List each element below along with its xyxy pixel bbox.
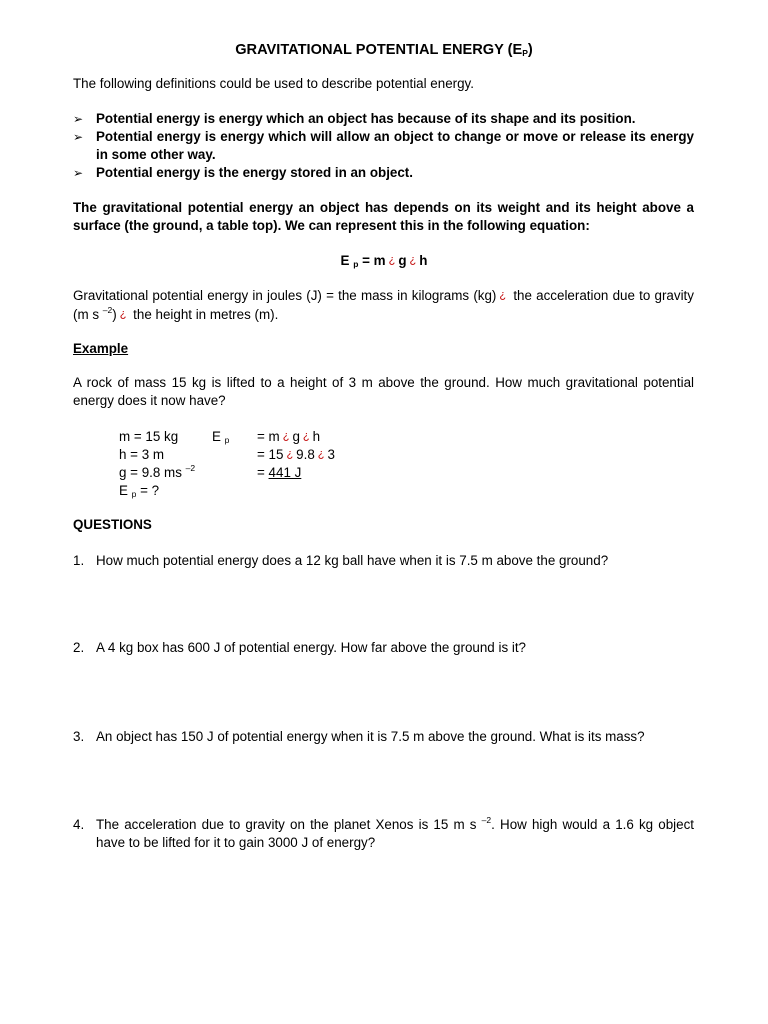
questions-heading: QUESTIONS bbox=[73, 517, 152, 532]
calc-term: 9.8 bbox=[296, 447, 315, 462]
definition-list bbox=[73, 110, 694, 182]
question-exponent: –2 bbox=[481, 814, 492, 825]
unknown-symbol: E bbox=[119, 483, 128, 498]
example-text: A rock of mass 15 kg is lifted to a height of 3 m above the ground. How much gravitational potential energy does it now have? bbox=[73, 375, 694, 408]
times-symbol: ¿ bbox=[119, 308, 127, 320]
equation bbox=[0, 252, 768, 271]
question-number: 4. bbox=[73, 817, 85, 832]
arrow-bullet-icon: ➢ bbox=[73, 166, 84, 180]
arrow-bullet-icon: ➢ bbox=[73, 112, 84, 126]
explanation-exponent: –2 bbox=[102, 304, 113, 315]
definition-item bbox=[73, 110, 694, 128]
equation-height: h bbox=[419, 253, 428, 268]
calc-term: g bbox=[292, 429, 300, 444]
question-item bbox=[73, 816, 694, 852]
calc-term: = m bbox=[257, 429, 280, 444]
equation-explanation bbox=[73, 287, 694, 325]
question-number: 3. bbox=[73, 729, 85, 744]
page-title bbox=[0, 41, 768, 59]
question-text-part: . How high would a 1.6 kg object have to be lifted for it to gain 3000 J of energy? bbox=[96, 817, 694, 850]
worked-calculation bbox=[257, 428, 335, 482]
question-number: 1. bbox=[73, 553, 85, 568]
times-symbol: ¿ bbox=[317, 448, 325, 460]
question-text-part: The acceleration due to gravity on the planet Xenos is 15 m s bbox=[96, 817, 477, 832]
unknown-value: = ? bbox=[136, 483, 160, 498]
definition-text: Potential energy is the energy stored in an object. bbox=[96, 165, 413, 180]
times-symbol: ¿ bbox=[499, 289, 507, 301]
ep-symbol: E bbox=[212, 429, 221, 444]
equation-subscript: p bbox=[353, 259, 359, 269]
given-gravity bbox=[119, 464, 195, 482]
question-item bbox=[73, 639, 694, 657]
calc-equals: = bbox=[257, 465, 269, 480]
definition-item bbox=[73, 164, 694, 182]
arrow-bullet-icon: ➢ bbox=[73, 130, 84, 144]
calc-term: 3 bbox=[327, 447, 335, 462]
explanation-part: the acceleration due to gravity (m s bbox=[73, 288, 694, 322]
calc-line-formula bbox=[257, 428, 335, 446]
definition-text: Potential energy is energy which an object has because of its shape and its position. bbox=[96, 111, 636, 126]
definition-text: Potential energy is energy which will allow an object to change or move or release its energy in some other way. bbox=[96, 129, 694, 162]
title-subscript: P bbox=[522, 48, 528, 58]
explanation-part: the height in metres (m). bbox=[133, 307, 279, 322]
question-item bbox=[73, 552, 694, 570]
explanation-part: ) bbox=[112, 307, 117, 322]
example-heading: Example bbox=[73, 341, 129, 356]
title-text: GRAVITATIONAL POTENTIAL ENERGY (E bbox=[235, 42, 523, 58]
equation-gravity: g bbox=[398, 253, 407, 268]
intro-text: The following definitions could be used to describe potential energy. bbox=[73, 76, 474, 91]
given-unknown bbox=[119, 482, 195, 500]
question-text bbox=[96, 816, 694, 852]
question-item bbox=[73, 728, 694, 746]
times-symbol: ¿ bbox=[302, 430, 310, 442]
times-symbol: ¿ bbox=[388, 254, 396, 266]
times-symbol: ¿ bbox=[286, 448, 294, 460]
equation-ep: E bbox=[340, 253, 350, 268]
calc-term: = 15 bbox=[257, 447, 284, 462]
given-gravity-exponent: –2 bbox=[185, 462, 196, 473]
equation-mass: = m bbox=[358, 253, 386, 268]
unknown-subscript: p bbox=[131, 489, 137, 499]
given-gravity-value: g = 9.8 ms bbox=[119, 465, 182, 480]
question-text: A 4 kg box has 600 J of potential energy. How far above the ground is it? bbox=[96, 640, 527, 655]
ep-label bbox=[212, 428, 229, 446]
ep-subscript: p bbox=[224, 435, 230, 445]
times-symbol: ¿ bbox=[409, 254, 417, 266]
given-values bbox=[119, 428, 195, 500]
given-height: h = 3 m bbox=[119, 447, 165, 462]
title-close: ) bbox=[527, 42, 533, 58]
question-text: How much potential energy does a 12 kg ball have when it is 7.5 m above the ground? bbox=[96, 553, 609, 568]
explanation-part: Gravitational potential energy in joules (J) = the mass in kilograms (kg) bbox=[73, 288, 497, 303]
question-number: 2. bbox=[73, 640, 85, 655]
given-mass: m = 15 kg bbox=[119, 429, 179, 444]
gpe-paragraph: The gravitational potential energy an object has depends on its weight and its height above a surface (the ground, a table top). We can represent this in the following equation: bbox=[73, 200, 694, 233]
calc-line-substitution bbox=[257, 446, 335, 464]
calc-line-answer bbox=[257, 464, 335, 482]
calc-term: h bbox=[312, 429, 321, 444]
times-symbol: ¿ bbox=[282, 430, 290, 442]
question-text: An object has 150 J of potential energy when it is 7.5 m above the ground. What is its mass? bbox=[96, 729, 645, 744]
definition-item bbox=[73, 128, 694, 164]
answer-value: 441 J bbox=[268, 465, 302, 480]
